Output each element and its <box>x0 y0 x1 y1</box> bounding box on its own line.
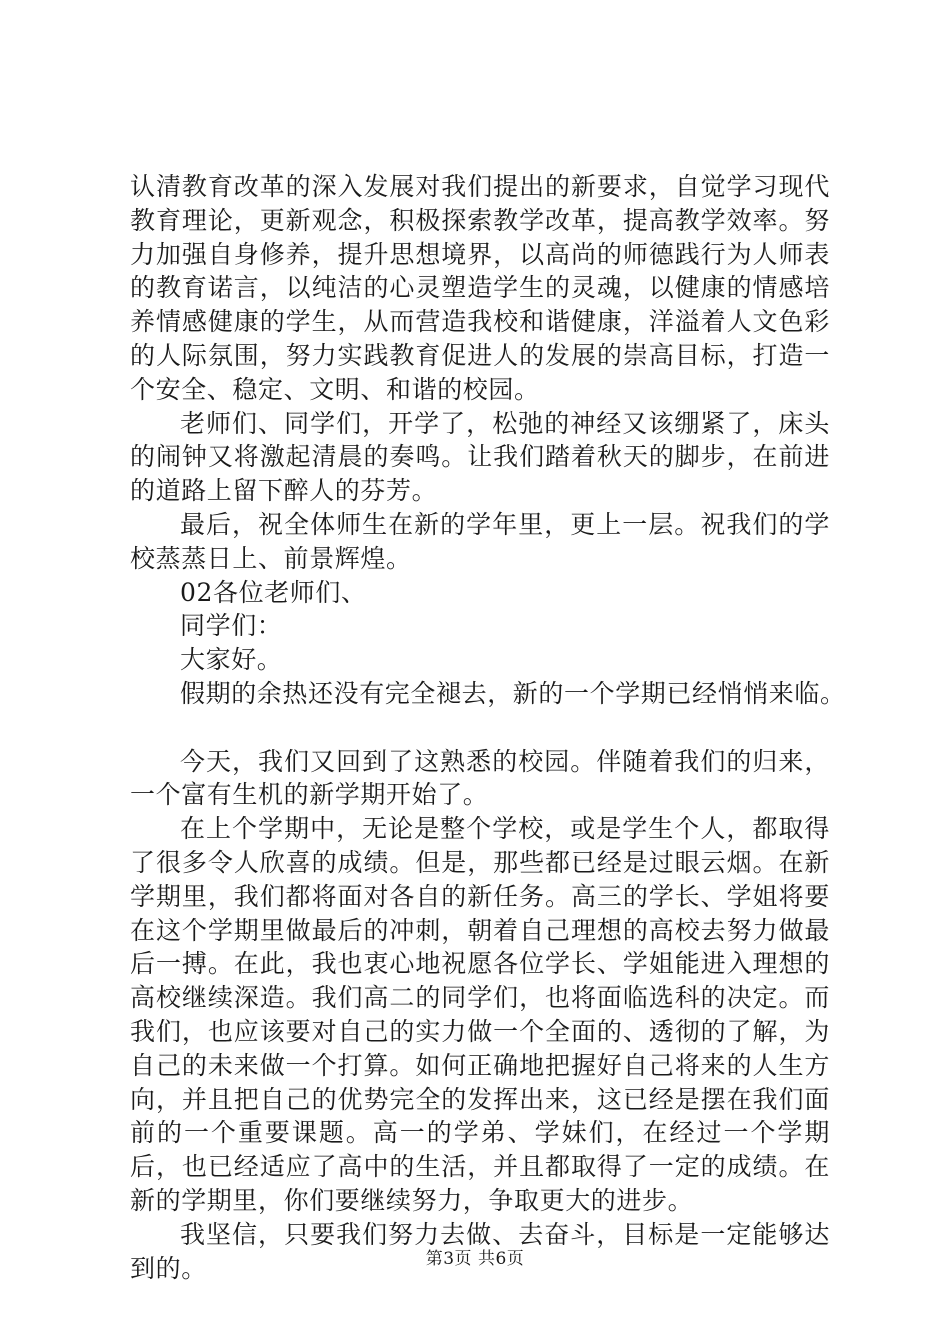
blank-line <box>130 711 830 745</box>
paragraph-belief: 我坚信，只要我们努力去做、去奋斗，目标是一定能够达到的。 <box>130 1219 830 1283</box>
paragraph-new-semester: 假期的余热还没有完全褪去，新的一个学期已经悄悄来临。 <box>180 678 846 708</box>
paragraph-last-semester: 在上个学期中，无论是整个学校，或是学生个人，都取得了很多令人欣喜的成绩。但是，那些都已经是过眼云烟。在新学期里，我们都将面对各自的新任务。高三的学长、学姐将要在这个学期里做最后的冲刺，朝着自己理想的高校去努力做最后一搏。在此，我也衷心地祝愿各位学长、学姐能进入理想的高校继续深造。我们高二的同学们，也将面临选科的决定。而我们，也应该要对自己的实力做一个全面的、透彻的了解，为自己的未来做一个打算。如何正确地把握好自己将来的人生方向，并且把自己的优势完全的发挥出来，这已经是摆在我们面前的一个重要课题。高一的学弟、学妹们，在经过一个学期后，也已经适应了高中的生活，并且都取得了一定的成绩。在新的学期里，你们要继续努力，争取更大的进步。 <box>130 814 830 1215</box>
speech-heading-02: 02各位老师们、 <box>180 577 367 607</box>
salutation-students: 同学们： <box>180 611 283 641</box>
greeting-line: 大家好。 <box>180 645 283 675</box>
paragraph-education-reform: 认清教育改革的深入发展对我们提出的新要求，自觉学习现代教育理论，更新观念，积极探索教学改革，提高教学效率。努力加强自身修养，提升思想境界，以高尚的师德践行为人师表的教育诺言，以纯洁的心灵塑造学生的灵魂，以健康的情感培养情感健康的学生，从而营造我校和谐健康，洋溢着人文色彩的人际氛围，努力实践教育促进人的发展的崇高目标，打造一个安全、稳定、文明、和谐的校园。 <box>130 172 830 404</box>
page-number-footer: 第3页 共6页 <box>425 1249 525 1269</box>
document-body <box>130 170 846 1285</box>
paragraph-closing-wishes: 最后，祝全体师生在新的学年里，更上一层。祝我们的学校蒸蒸日上、前景辉煌。 <box>130 509 830 573</box>
paragraph-school-start: 老师们、同学们，开学了，松弛的神经又该绷紧了，床头的闹钟又将激起清晨的奏鸣。让我们踏着秋天的脚步，在前进的道路上留下醉人的芬芳。 <box>130 408 830 506</box>
paragraph-return-to-campus: 今天，我们又回到了这熟悉的校园。伴随着我们的归来，一个富有生机的新学期开始了。 <box>130 746 830 810</box>
